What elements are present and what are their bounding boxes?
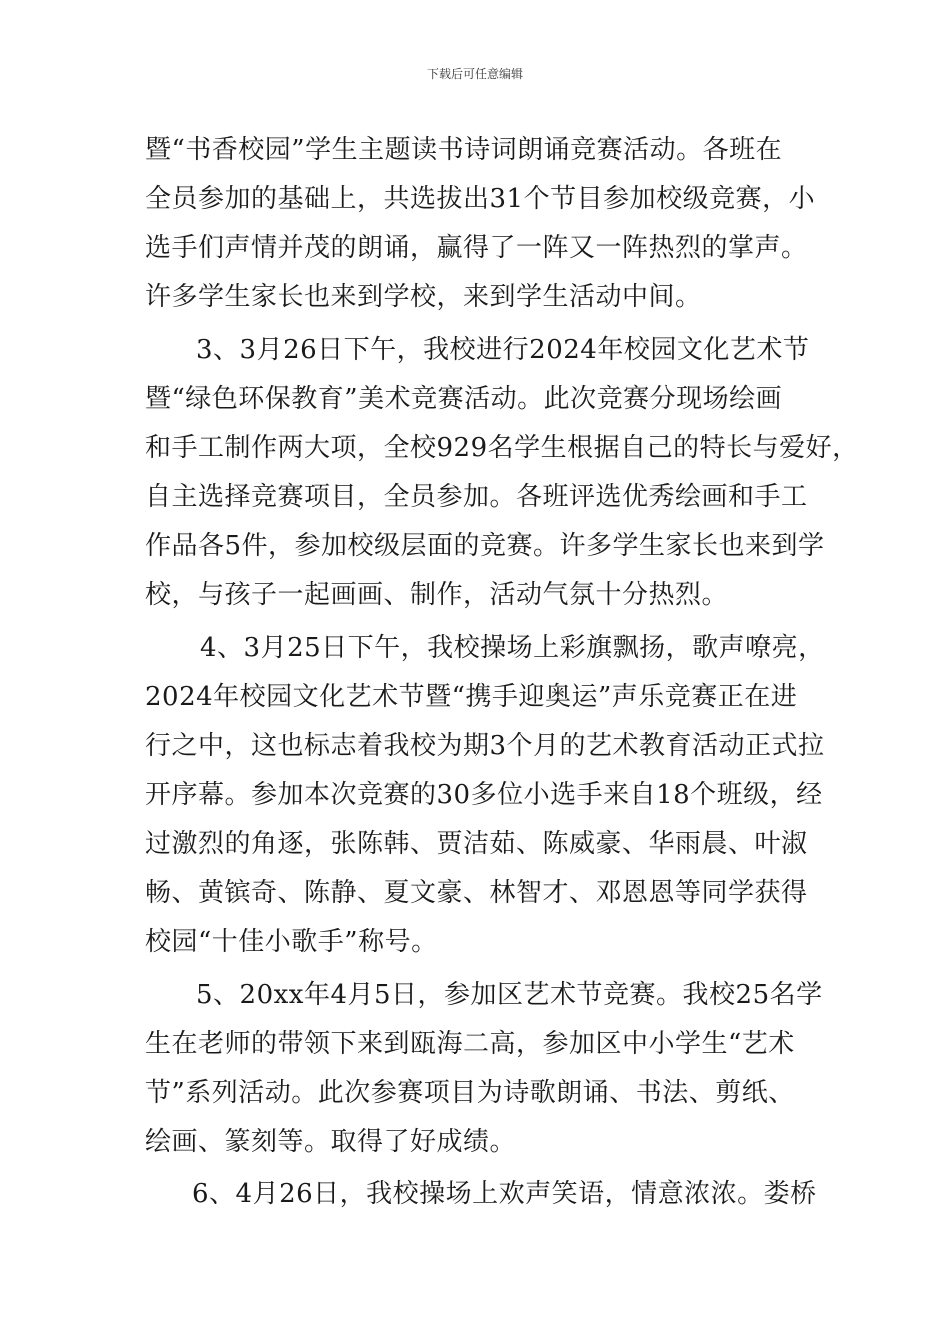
text-line: 全员参加的基础上，共选拔出31个节目参加校级竞赛，小 bbox=[145, 184, 816, 214]
text-line: 暨“书香校园”学生主题读书诗词朗诵竞赛活动。各班在 bbox=[145, 135, 783, 165]
text-line: 作品各5件，参加校级层面的竞赛。许多学生家长也来到学 bbox=[145, 531, 825, 561]
text-line: 许多学生家长也来到学校，来到学生活动中间。 bbox=[145, 282, 702, 312]
text-line: 绘画、篆刻等。取得了好成绩。 bbox=[145, 1127, 517, 1157]
text-line: 过激烈的角逐，张陈韩、贾洁茹、陈威豪、华雨晨、叶淑 bbox=[145, 829, 808, 859]
text-line: 校园“十佳小歌手”称号。 bbox=[145, 927, 438, 957]
text-line: 校，与孩子一起画画、制作，活动气氛十分热烈。 bbox=[145, 580, 729, 610]
text-line: 3、3月26日下午，我校进行2024年校园文化艺术节 bbox=[196, 335, 810, 365]
text-line: 生在老师的带领下来到瓯海二高，参加区中小学生“艺术 bbox=[145, 1029, 795, 1059]
text-line: 自主选择竞赛项目，全员参加。各班评选优秀绘画和手工 bbox=[145, 482, 808, 512]
text-line: 和手工制作两大项，全校929名学生根据自己的特长与爱好， bbox=[145, 433, 859, 463]
text-line: 行之中，这也标志着我校为期3个月的艺术教育活动正式拉 bbox=[145, 731, 825, 761]
text-line: 畅、黄镔奇、陈静、夏文豪、林智才、邓恩恩等同学获得 bbox=[145, 878, 808, 908]
text-line: 暨“绿色环保教育”美术竞赛活动。此次竞赛分现场绘画 bbox=[145, 384, 783, 414]
text-line: 节”系列活动。此次参赛项目为诗歌朗诵、书法、剪纸、 bbox=[145, 1078, 795, 1108]
text-line: 开序幕。参加本次竞赛的30多位小选手来自18个班级，经 bbox=[145, 780, 823, 810]
page-header: 下载后可任意编辑 bbox=[426, 67, 523, 81]
text-line: 5、20xx年4月5日，参加区艺术节竞赛。我校25名学 bbox=[196, 980, 823, 1010]
text-line: 4、3月25日下午，我校操场上彩旗飘扬，歌声嘹亮， bbox=[200, 633, 825, 663]
text-line: 2024年校园文化艺术节暨“携手迎奥运”声乐竞赛正在进 bbox=[145, 682, 798, 712]
text-line: 6、4月26日，我校操场上欢声笑语，情意浓浓。娄桥 bbox=[192, 1179, 817, 1209]
text-line: 选手们声情并茂的朗诵，赢得了一阵又一阵热烈的掌声。 bbox=[145, 233, 808, 263]
